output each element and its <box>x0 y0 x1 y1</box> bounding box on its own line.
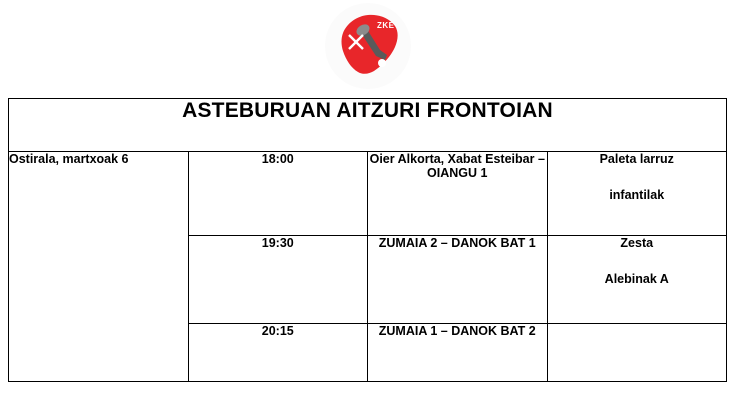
day-label: Ostirala, martxoak 6 <box>9 152 189 382</box>
match-category <box>547 152 727 236</box>
table-title-row <box>9 99 727 152</box>
category-line-2: infantilak <box>609 188 665 202</box>
match-category <box>547 236 727 324</box>
match-teams: ZUMAIA 2 – DANOK BAT 1 <box>368 236 548 324</box>
logo-badge-text: ZKE <box>377 21 395 30</box>
table-row <box>9 152 727 236</box>
basque-country-map-icon <box>325 3 411 89</box>
match-time: 18:00 <box>188 152 368 236</box>
match-category <box>547 324 727 382</box>
ball-icon <box>378 59 386 67</box>
match-time: 19:30 <box>188 236 368 324</box>
page-title: ASTEBURUAN AITZURI FRONTOIAN <box>9 99 727 152</box>
category-line-1: Paleta larruz <box>599 152 674 166</box>
zke-club-logo <box>325 3 411 89</box>
logo-container <box>0 2 735 90</box>
category-line-1: Zesta <box>620 236 654 250</box>
match-teams: Oier Alkorta, Xabat Esteibar – OIANGU 1 <box>368 152 548 236</box>
match-teams: ZUMAIA 1 – DANOK BAT 2 <box>368 324 548 382</box>
category-line-2: Alebinak A <box>604 272 669 286</box>
schedule-table <box>8 98 727 382</box>
match-time: 20:15 <box>188 324 368 382</box>
